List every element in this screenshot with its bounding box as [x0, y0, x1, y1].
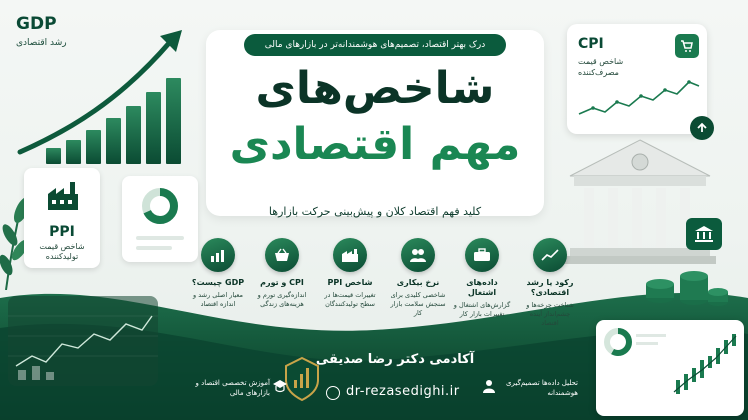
cpi-subtitle: شاخص قیمت مصرف‌کننده: [578, 57, 624, 77]
donut-chart-icon: [140, 186, 180, 226]
trophy-icon: [282, 356, 322, 402]
gdp-subtitle: رشد اقتصادی: [16, 38, 67, 48]
card-ppi: [320, 238, 380, 309]
card-desc: اندازه‌گیری تورم و هزینه‌های زندگی: [257, 291, 307, 308]
card-unemployment: [388, 238, 448, 318]
card-gdp: [188, 238, 248, 309]
ppi-card: [24, 168, 100, 268]
people-icon: [401, 238, 435, 272]
right-chart-board: [596, 320, 744, 416]
card-title: نرخ بیکاری: [396, 278, 440, 287]
card-desc: گزارش‌های اشتغال و تغییرات بازار کار: [453, 301, 511, 318]
globe-icon: [326, 386, 340, 400]
ppi-title: PPI: [49, 224, 75, 240]
card-desc: معیار اصلی رشد و اندازه اقتصاد: [193, 291, 243, 308]
donut-card: [122, 176, 198, 262]
card-desc: شناخت چرخه‌ها و چشم‌انداز آینده اقتصاد: [526, 301, 574, 327]
graduation-cap-icon: [272, 378, 288, 392]
right-footer-note: تحلیل داده‌ها تصمیم‌گیری هوشمندانه: [506, 379, 578, 397]
placeholder-line: [136, 236, 184, 240]
academy-name: آکادمی دکتر رضا صدیقی: [315, 352, 475, 367]
cart-icon: [675, 34, 699, 58]
card-title: GDP چیست؟: [191, 278, 245, 287]
factory-icon: [46, 180, 80, 210]
factory-icon: [333, 238, 367, 272]
card-title: رکود یا رشد اقتصادی؟: [526, 278, 574, 297]
bar-chart-icon: [201, 238, 235, 272]
growth-arrow-icon: [10, 20, 190, 160]
placeholder-line: [136, 246, 172, 250]
card-title: داده‌های اشتغال: [466, 278, 498, 297]
left-footer-note: آموزش تخصصی اقتصاد و بازارهای مالی: [195, 379, 270, 397]
gdp-title: GDP: [16, 14, 57, 34]
line-chart-icon: [533, 238, 567, 272]
ppi-subtitle: شاخص قیمت تولیدکننده: [39, 242, 85, 261]
card-recession: [520, 238, 580, 328]
right-candlestick-chart: [596, 320, 744, 416]
cpi-line-chart: [577, 74, 701, 122]
cpi-title: CPI: [578, 36, 604, 52]
tagline-pill: درک بهتر اقتصاد، تصمیم‌های هوشمندانه‌تر در بازارهای مالی: [244, 34, 506, 56]
card-employment: [452, 238, 512, 319]
card-title: CPI و تورم: [260, 278, 304, 287]
left-chart-board: [8, 296, 158, 386]
briefcase-icon: [465, 238, 499, 272]
person-icon: [482, 378, 496, 392]
main-subtitle: کلید فهم اقتصاد کلان و پیش‌بینی حرکت بازارها: [268, 205, 482, 218]
left-line-chart: [8, 296, 158, 386]
card-title: شاخص PPI: [327, 278, 373, 287]
main-title-line1: شاخص‌های: [255, 63, 495, 114]
card-desc: تغییرات قیمت‌ها در سطح تولیدکنندگان: [324, 291, 376, 308]
basket-icon: [265, 238, 299, 272]
main-title-line2: مهم اقتصادی: [229, 119, 521, 170]
card-cpi: [252, 238, 312, 309]
coin-stack-icon: [640, 262, 730, 306]
bank-badge-icon: [686, 218, 722, 250]
website-link[interactable]: dr-rezasedighi.ir: [346, 384, 460, 399]
card-desc: شاخصی کلیدی برای سنجش سلامت بازار کار: [390, 291, 446, 317]
